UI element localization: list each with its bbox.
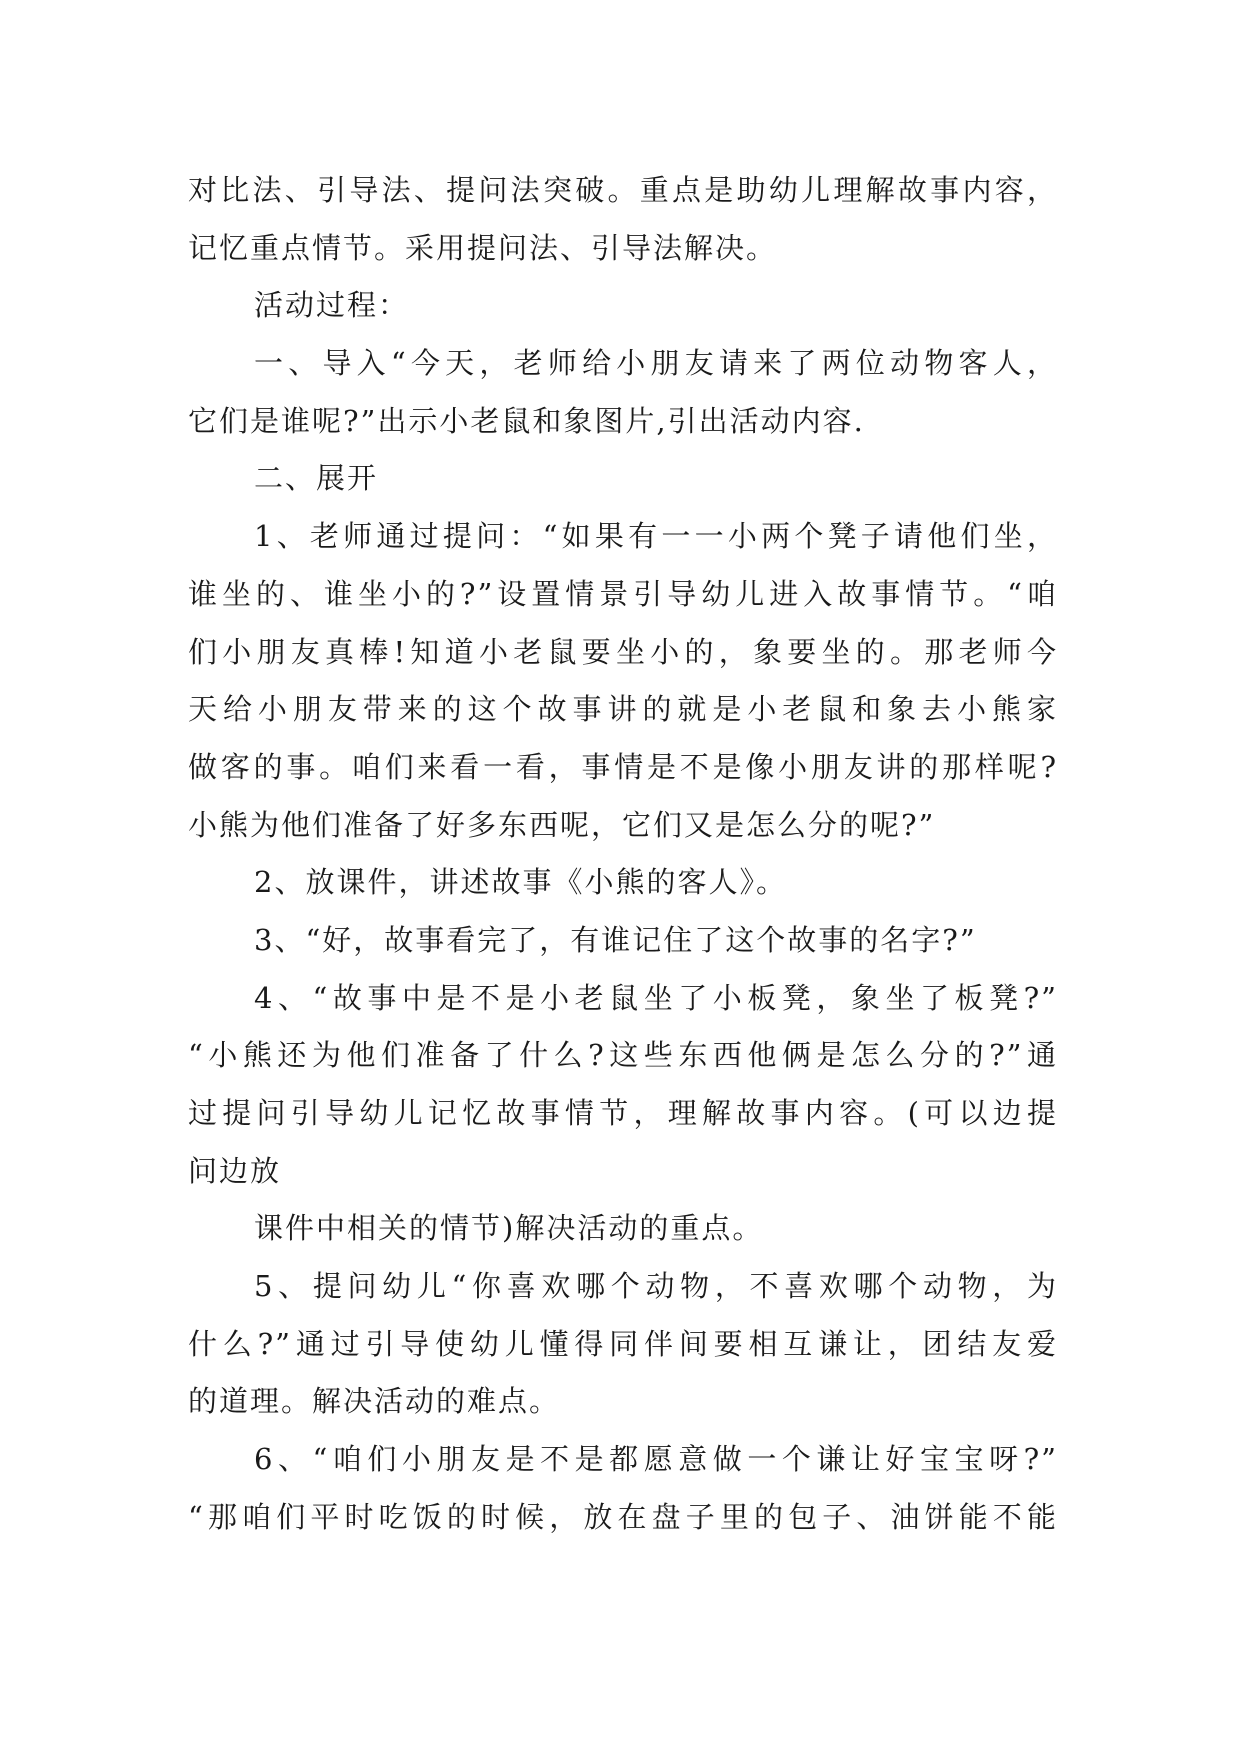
text-line: 过提问引导幼儿记忆故事情节，理解故事内容。(可以边提 [188, 1096, 1058, 1130]
text-line: 1、老师通过提问：“如果有一一小两个凳子请他们坐， [254, 519, 1058, 554]
text-line: 问边放 [188, 1153, 282, 1188]
text-line: 它们是谁呢?”出示小老鼠和象图片,引出活动内容. [188, 403, 865, 438]
document-body [188, 162, 1058, 1547]
text-line: 小熊为他们准备了好多东西呢，它们又是怎么分的呢?” [188, 807, 936, 842]
text-line: 的道理。解决活动的难点。 [188, 1384, 561, 1419]
text-line: 对比法、引导法、提问法突破。重点是助幼儿理解故事内容， [188, 173, 1058, 207]
text-line: 天给小朋友带来的这个故事讲的就是小老鼠和象去小熊家 [188, 692, 1058, 727]
text-line: “小熊还为他们准备了什么?这些东西他俩是怎么分的?”通 [188, 1038, 1058, 1073]
text-line: 谁坐的、谁坐小的?”设置情景引导幼儿进入故事情节。“咱 [188, 576, 1058, 611]
text-line: 什么?”通过引导使幼儿懂得同伴间要相互谦让，团结友爱 [188, 1326, 1058, 1361]
text-line: 二、展开 [254, 461, 379, 496]
text-line: 4、“故事中是不是小老鼠坐了小板凳，象坐了板凳?” [254, 980, 1058, 1015]
text-line: 2、放课件，讲述故事《小熊的客人》。 [254, 865, 787, 900]
text-line: “那咱们平时吃饭的时候，放在盘子里的包子、油饼能不能 [188, 1499, 1058, 1534]
text-line: 们小朋友真棒!知道小老鼠要坐小的，象要坐的。那老师今 [188, 634, 1058, 669]
text-line: 活动过程： [254, 288, 410, 323]
text-line: 5、提问幼儿“你喜欢哪个动物，不喜欢哪个动物，为 [254, 1269, 1058, 1304]
text-line: 3、“好，故事看完了，有谁记住了这个故事的名字?” [254, 922, 977, 957]
text-line: 6、“咱们小朋友是不是都愿意做一个谦让好宝宝呀?” [254, 1442, 1058, 1477]
text-line: 记忆重点情节。采用提问法、引导法解决。 [188, 230, 778, 265]
text-line: 做客的事。咱们来看一看，事情是不是像小朋友讲的那样呢? [188, 749, 1058, 784]
text-line: 课件中相关的情节)解决活动的重点。 [254, 1211, 764, 1246]
text-line: 一、导入“今天，老师给小朋友请来了两位动物客人， [254, 346, 1058, 381]
